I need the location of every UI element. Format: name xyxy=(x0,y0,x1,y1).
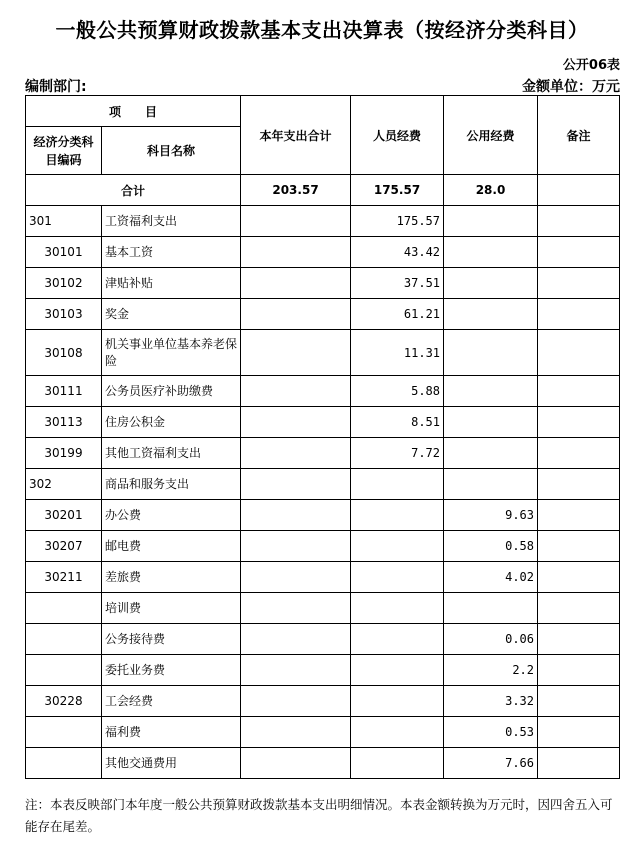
row-remark xyxy=(538,748,620,779)
table-row xyxy=(26,330,620,376)
row-public xyxy=(444,330,538,376)
table-row xyxy=(26,376,620,407)
row-personnel xyxy=(351,748,444,779)
total-remark xyxy=(538,175,620,206)
row-public: 0.58 xyxy=(444,531,538,562)
row-personnel xyxy=(351,686,444,717)
row-code xyxy=(26,593,102,624)
row-total xyxy=(241,624,351,655)
row-total xyxy=(241,206,351,237)
row-remark xyxy=(538,531,620,562)
header-remark: 备注 xyxy=(538,96,620,175)
row-remark xyxy=(538,469,620,500)
row-name: 其他工资福利支出 xyxy=(102,438,241,469)
row-public: 0.06 xyxy=(444,624,538,655)
total-personnel: 175.57 xyxy=(351,175,444,206)
row-name: 福利费 xyxy=(102,717,241,748)
row-total xyxy=(241,686,351,717)
table-row xyxy=(26,593,620,624)
row-code: 301 xyxy=(26,206,102,237)
row-name: 住房公积金 xyxy=(102,407,241,438)
row-remark xyxy=(538,299,620,330)
row-public xyxy=(444,438,538,469)
row-code: 30101 xyxy=(26,237,102,268)
row-personnel xyxy=(351,624,444,655)
table-row xyxy=(26,500,620,531)
total-label: 合计 xyxy=(26,175,241,206)
row-total xyxy=(241,268,351,299)
row-personnel: 11.31 xyxy=(351,330,444,376)
table-row xyxy=(26,562,620,593)
table-row xyxy=(26,748,620,779)
row-remark xyxy=(538,624,620,655)
row-personnel xyxy=(351,562,444,593)
row-name: 奖金 xyxy=(102,299,241,330)
row-personnel: 61.21 xyxy=(351,299,444,330)
row-total xyxy=(241,500,351,531)
table-row xyxy=(26,469,620,500)
table-row xyxy=(26,624,620,655)
department-label: 编制部门: xyxy=(25,79,87,95)
table-row xyxy=(26,268,620,299)
unit-label: 金额单位：万元 xyxy=(522,79,620,95)
row-total xyxy=(241,299,351,330)
table-row xyxy=(26,438,620,469)
header-personnel: 人员经费 xyxy=(351,96,444,175)
row-remark xyxy=(538,438,620,469)
row-name: 工会经费 xyxy=(102,686,241,717)
table-row xyxy=(26,531,620,562)
row-code: 302 xyxy=(26,469,102,500)
expenditure-table xyxy=(25,95,620,779)
row-total xyxy=(241,748,351,779)
row-personnel xyxy=(351,500,444,531)
header-public: 公用经费 xyxy=(444,96,538,175)
row-remark xyxy=(538,206,620,237)
row-personnel: 7.72 xyxy=(351,438,444,469)
row-remark xyxy=(538,562,620,593)
row-name: 差旅费 xyxy=(102,562,241,593)
table-row xyxy=(26,686,620,717)
row-personnel xyxy=(351,655,444,686)
row-code xyxy=(26,655,102,686)
row-total xyxy=(241,407,351,438)
row-personnel: 5.88 xyxy=(351,376,444,407)
row-personnel xyxy=(351,469,444,500)
row-total xyxy=(241,717,351,748)
row-total xyxy=(241,593,351,624)
row-name: 培训费 xyxy=(102,593,241,624)
row-total xyxy=(241,562,351,593)
row-code: 30211 xyxy=(26,562,102,593)
row-public: 0.53 xyxy=(444,717,538,748)
row-name: 机关事业单位基本养老保险 xyxy=(102,330,241,376)
row-personnel xyxy=(351,531,444,562)
header-subject-name: 科目名称 xyxy=(102,127,241,175)
row-name: 邮电费 xyxy=(102,531,241,562)
row-total xyxy=(241,237,351,268)
row-public: 2.2 xyxy=(444,655,538,686)
row-remark xyxy=(538,330,620,376)
header-item: 项 目 xyxy=(26,96,241,127)
row-total xyxy=(241,330,351,376)
row-public xyxy=(444,593,538,624)
row-code: 30113 xyxy=(26,407,102,438)
row-public xyxy=(444,268,538,299)
row-personnel: 43.42 xyxy=(351,237,444,268)
total-row xyxy=(26,175,620,206)
row-remark xyxy=(538,376,620,407)
row-code xyxy=(26,748,102,779)
row-code: 30228 xyxy=(26,686,102,717)
total-public: 28.0 xyxy=(444,175,538,206)
row-name: 办公费 xyxy=(102,500,241,531)
row-code: 30111 xyxy=(26,376,102,407)
row-total xyxy=(241,438,351,469)
row-code: 30207 xyxy=(26,531,102,562)
row-remark xyxy=(538,686,620,717)
row-personnel xyxy=(351,593,444,624)
table-row xyxy=(26,655,620,686)
row-personnel xyxy=(351,717,444,748)
footnote: 注：本表反映部门本年度一般公共预算财政拨款基本支出明细情况。本表金额转换为万元时，因四舍五入可能存在尾差。 xyxy=(25,797,613,834)
row-remark xyxy=(538,237,620,268)
row-total xyxy=(241,376,351,407)
row-public: 4.02 xyxy=(444,562,538,593)
row-remark xyxy=(538,655,620,686)
row-public xyxy=(444,469,538,500)
row-personnel: 8.51 xyxy=(351,407,444,438)
row-code: 30103 xyxy=(26,299,102,330)
table-row xyxy=(26,237,620,268)
row-code xyxy=(26,717,102,748)
header-total: 本年支出合计 xyxy=(241,96,351,175)
row-public xyxy=(444,376,538,407)
row-name: 委托业务费 xyxy=(102,655,241,686)
row-public: 9.63 xyxy=(444,500,538,531)
total-value: 203.57 xyxy=(241,175,351,206)
table-row xyxy=(26,717,620,748)
table-row xyxy=(26,407,620,438)
row-name: 工资福利支出 xyxy=(102,206,241,237)
row-total xyxy=(241,655,351,686)
row-public: 7.66 xyxy=(444,748,538,779)
row-name: 公务接待费 xyxy=(102,624,241,655)
header-econ-code: 经济分类科目编码 xyxy=(26,127,102,175)
row-total xyxy=(241,469,351,500)
table-row xyxy=(26,206,620,237)
row-remark xyxy=(538,268,620,299)
row-remark xyxy=(538,407,620,438)
page-title: 一般公共预算财政拨款基本支出决算表（按经济分类科目） xyxy=(55,18,589,42)
row-name: 公务员医疗补助缴费 xyxy=(102,376,241,407)
row-public xyxy=(444,206,538,237)
row-code xyxy=(26,624,102,655)
row-name: 商品和服务支出 xyxy=(102,469,241,500)
row-code: 30102 xyxy=(26,268,102,299)
row-public: 3.32 xyxy=(444,686,538,717)
row-personnel: 37.51 xyxy=(351,268,444,299)
row-public xyxy=(444,407,538,438)
row-personnel: 175.57 xyxy=(351,206,444,237)
table-row xyxy=(26,299,620,330)
row-name: 其他交通费用 xyxy=(102,748,241,779)
row-remark xyxy=(538,593,620,624)
row-code: 30108 xyxy=(26,330,102,376)
row-name: 津贴补贴 xyxy=(102,268,241,299)
row-remark xyxy=(538,717,620,748)
form-number: 公开06表 xyxy=(562,58,620,73)
row-public xyxy=(444,299,538,330)
row-total xyxy=(241,531,351,562)
row-code: 30201 xyxy=(26,500,102,531)
row-public xyxy=(444,237,538,268)
row-code: 30199 xyxy=(26,438,102,469)
row-name: 基本工资 xyxy=(102,237,241,268)
row-remark xyxy=(538,500,620,531)
